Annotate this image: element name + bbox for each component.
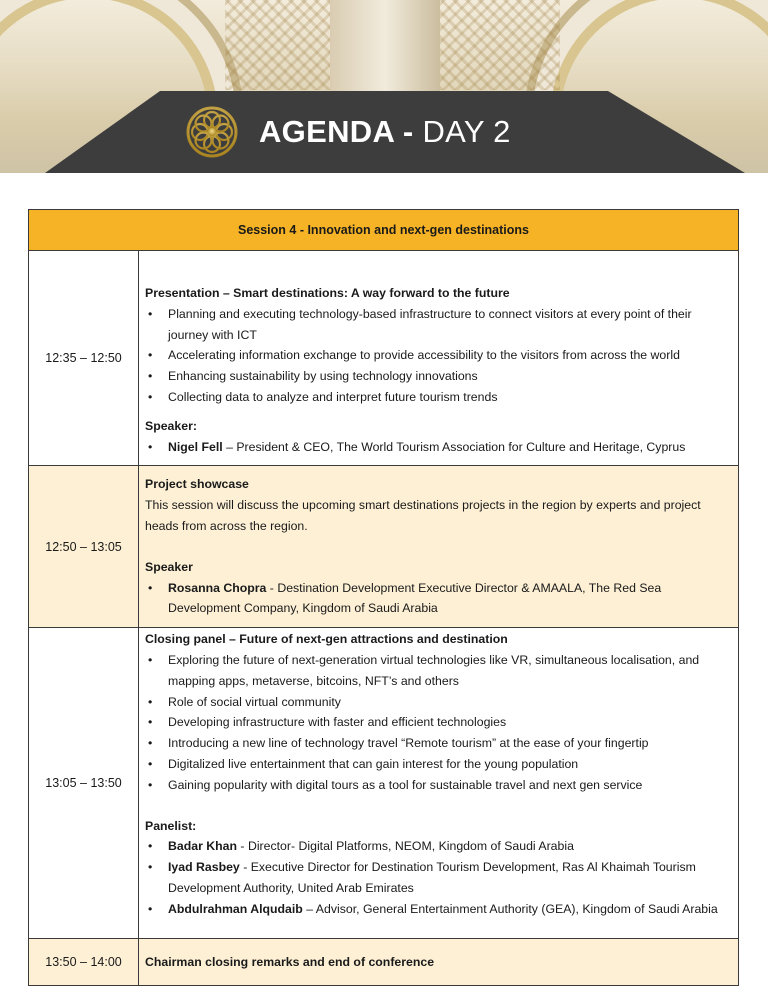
agenda-content	[139, 251, 739, 466]
header-banner	[0, 0, 768, 173]
list-item: • Role of social virtual community	[145, 692, 732, 713]
agenda-time: 13:05 – 13:50	[29, 628, 139, 939]
panelist-name: Abdulrahman Alqudaib	[168, 901, 303, 916]
list-item	[145, 437, 732, 458]
panelist-name: Iyad Rasbey	[168, 860, 240, 875]
page-title	[259, 112, 511, 152]
gold-geometric-emblem-icon	[186, 106, 238, 158]
list-item: • Collecting data to analyze and interpret future tourism trends	[145, 387, 732, 408]
list-item: • Enhancing sustainability by using technology innovations	[145, 366, 732, 387]
agenda-row	[29, 466, 739, 628]
list-item: • Gaining popularity with digital tours as a tool for sustainable travel and next gen service	[145, 775, 732, 796]
list-item: • Planning and executing technology-based infrastructure to connect visitors at every point of their journey with ICT	[145, 304, 732, 346]
agenda-description: This session will discuss the upcoming smart destinations projects in the region by experts and project heads from across the region.	[145, 498, 701, 533]
agenda-bullets	[145, 304, 732, 408]
session-header-row	[29, 210, 739, 251]
list-item	[145, 899, 732, 920]
list-item: • Introducing a new line of technology travel “Remote tourism” at the ease of your fingertip	[145, 733, 732, 754]
agenda-time: 13:50 – 14:00	[29, 939, 139, 986]
session-heading: Session 4 - Innovation and next-gen destinations	[29, 210, 739, 251]
agenda-row	[29, 251, 739, 466]
title-day: DAY 2	[422, 114, 511, 149]
title-agenda: AGENDA -	[259, 114, 414, 149]
agenda-item-title: Chairman closing remarks and end of conference	[145, 954, 435, 969]
list-item: • Developing infrastructure with faster and efficient technologies	[145, 712, 732, 733]
speaker-role: – President & CEO, The World Tourism Association for Culture and Heritage, Cyprus	[222, 439, 686, 454]
list-item	[145, 578, 732, 620]
panelist-name: Badar Khan	[168, 839, 238, 854]
agenda-item-title: Project showcase	[145, 477, 249, 492]
speaker-list	[145, 578, 732, 620]
agenda-item-title: Closing panel – Future of next-gen attractions and destination	[145, 632, 508, 647]
list-item: • Digitalized live entertainment that can gain interest for the young population	[145, 754, 732, 775]
panelist-label: Panelist:	[145, 818, 197, 833]
agenda-time: 12:50 – 13:05	[29, 466, 139, 628]
list-item	[145, 836, 732, 857]
agenda-content	[139, 628, 739, 939]
list-item: • Exploring the future of next-generation virtual technologies like VR, simultaneous localisation, and mapping apps, metaverse, bitcoins, NFT’s and others	[145, 650, 732, 692]
panelist-list	[145, 836, 732, 919]
speaker-label: Speaker:	[145, 418, 197, 433]
agenda-content	[139, 939, 739, 986]
list-item: • Accelerating information exchange to provide accessibility to the visitors from across the world	[145, 345, 732, 366]
agenda-row	[29, 628, 739, 939]
panelist-role: - Director- Digital Platforms, NEOM, Kingdom of Saudi Arabia	[237, 839, 574, 854]
speaker-role: - Destination Development Executive Director & AMAALA, The Red Sea Development Company, Kingdom of Saudi Arabia	[168, 580, 662, 616]
speaker-name: Nigel Fell	[168, 439, 223, 454]
list-item	[145, 857, 732, 899]
agenda-bullets	[145, 650, 732, 796]
panelist-role: – Advisor, General Entertainment Authority (GEA), Kingdom of Saudi Arabia	[302, 901, 718, 916]
panelist-role: - Executive Director for Destination Tourism Development, Ras Al Khaimah Tourism Development Authority, United Arab Emirates	[168, 860, 696, 895]
agenda-time: 12:35 – 12:50	[29, 251, 139, 466]
agenda-content	[139, 466, 739, 628]
speaker-name: Rosanna Chopra	[168, 580, 267, 595]
speaker-list	[145, 437, 732, 458]
agenda-item-title: Presentation – Smart destinations: A way forward to the future	[145, 286, 510, 300]
speaker-label: Speaker	[145, 559, 193, 574]
agenda-row	[29, 939, 739, 986]
agenda-table	[28, 209, 739, 986]
